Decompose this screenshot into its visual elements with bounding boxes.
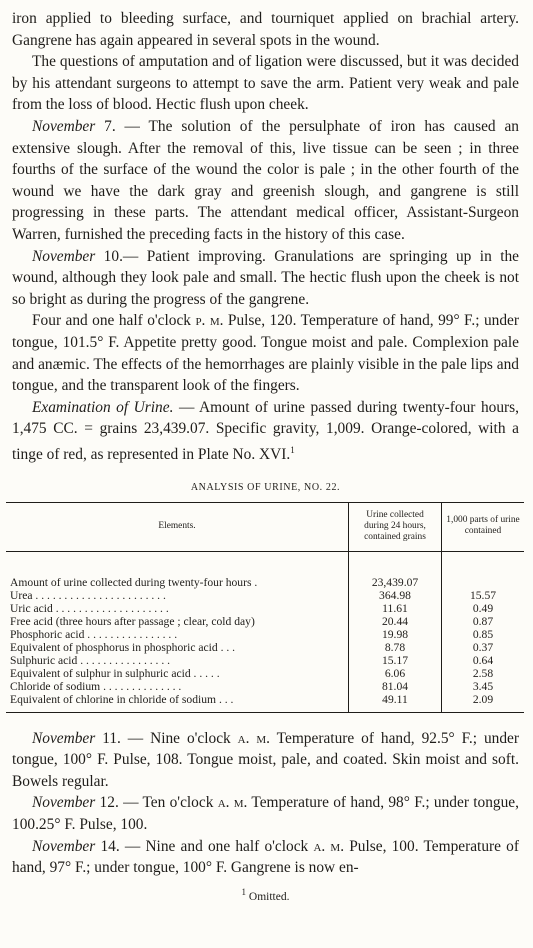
- row-parts: 0.64: [442, 654, 525, 667]
- row-parts: 15.57: [442, 589, 525, 602]
- row-parts: 0.49: [442, 602, 525, 615]
- paragraph-text: 10.— Patient improving. Granulations are springing up in the wound, although they look pale and small. The hectic flush upon the cheek is not so bright as during the progress of the gangrene.: [12, 247, 519, 308]
- row-grains: 81.04: [349, 680, 442, 693]
- paragraph-four-oclock: [12, 310, 519, 396]
- row-element: Equivalent of sulphur in sulphuric acid . . . . .: [10, 666, 220, 680]
- paragraph-amputation: The questions of amputation and of ligation were discussed, but it was decided by his attendant surgeons to attempt to save the arm. Patient very weak and pale from the loss of blood. Hectic flush upon cheek.: [12, 53, 519, 114]
- paragraph-examination: [12, 397, 519, 466]
- date-label: November: [32, 117, 96, 135]
- paragraph-text: Pulse, 120. Temperature of hand, 99° F.; under tongue, 101.5° F. Appetite pretty good. Tongue moist and pale. Complexion pale and anæmic. The effects of the hemorrhages are plainly visible in the pale lips and tongue, and the transparent look of the fingers.: [12, 312, 519, 395]
- table-row: [6, 628, 524, 641]
- date-label: November: [32, 247, 96, 265]
- row-element: Equivalent of chlorine in chloride of sodium . . .: [6, 693, 349, 713]
- footnote-text: Omitted.: [246, 890, 290, 903]
- date-label: November: [32, 729, 96, 747]
- table-header-row: [6, 502, 524, 551]
- date-label: November: [32, 794, 96, 812]
- row-element: Amount of urine collected during twenty-four hours .: [10, 575, 258, 589]
- row-grains: 11.61: [349, 602, 442, 615]
- table-row: [6, 667, 524, 680]
- row-grains: 6.06: [349, 667, 442, 680]
- paragraph-november-14: [12, 836, 519, 879]
- row-element: Chloride of sodium . . . . . . . . . . . . . .: [10, 679, 182, 693]
- footnote-reference: 1: [290, 444, 295, 455]
- table-row: [6, 654, 524, 667]
- table-row: [6, 589, 524, 602]
- time-abbrev: p. m.: [195, 312, 224, 330]
- row-grains: 364.98: [349, 589, 442, 602]
- row-parts: 2.58: [442, 667, 525, 680]
- row-element: Sulphuric acid . . . . . . . . . . . . . . . .: [10, 653, 171, 667]
- date-label: November: [32, 837, 96, 855]
- paragraph-text: Temperature of hand, 98° F.; under tongue, 100.25° F. Pulse, 100.: [12, 794, 519, 833]
- table-row: [6, 641, 524, 654]
- row-grains: 8.78: [349, 641, 442, 654]
- row-grains: 19.98: [349, 628, 442, 641]
- row-element: Free acid (three hours after passage ; clear, cold day): [10, 614, 255, 628]
- body-text-top: [12, 0, 519, 466]
- row-parts: 2.09: [442, 693, 525, 713]
- table-row: [6, 693, 524, 713]
- paragraph-text: 12. — Ten o'clock: [95, 794, 218, 812]
- row-grains: 20.44: [349, 615, 442, 628]
- paragraph-november-11: [12, 728, 519, 793]
- time-abbrev: a. m.: [237, 729, 271, 747]
- row-element: Urea . . . . . . . . . . . . . . . . . . . . . . .: [10, 588, 166, 602]
- paragraph-text: Pulse, 100. Temperature of hand, 97° F.; under tongue, 100° F. Gangrene is now en-: [12, 837, 519, 877]
- header-parts: 1,000 parts of urine contained: [442, 502, 525, 551]
- paragraph-november-12: [12, 792, 519, 835]
- footnote-mark: 1: [241, 886, 247, 897]
- header-elements: Elements.: [6, 502, 349, 551]
- footnote: [12, 887, 519, 903]
- row-element: Equivalent of phosphorus in phosphoric acid . . .: [10, 640, 236, 654]
- paragraph-november-7: [12, 116, 519, 246]
- paragraph-text: 7. — The solution of the persulphate of iron has caused an extensive slough. After the removal of this, live tissue can be seen ; in three fourths of the surface of the wound the color is pale ; in the other fourth of the wound we have the dark gray and greenish slough, and gangrene is still progressing in these parts. The attendant medical officer, Assistant-Surgeon Warren, furnished the preceding facts in the history of this case.: [12, 117, 519, 243]
- table-row: [6, 576, 524, 589]
- urine-analysis-table: [6, 502, 524, 713]
- table-title: ANALYSIS OF URINE, NO. 22.: [190, 481, 341, 493]
- paragraph-text: Temperature of hand, 92.5° F.; under tongue, 100° F. Pulse, 108. Tongue moist, pale, and coated. Skin moist and soft. Bowels regular.: [12, 729, 520, 790]
- row-parts: 3.45: [442, 680, 525, 693]
- body-text-bottom: [12, 728, 519, 879]
- section-heading: Examination of Urine.: [32, 398, 174, 416]
- table-row: [6, 680, 524, 693]
- time-abbrev: a. m.: [313, 837, 345, 855]
- paragraph-text: 14. — Nine and one half o'clock: [95, 837, 314, 855]
- row-parts: 0.85: [442, 628, 525, 641]
- paragraph-november-10: [12, 246, 519, 311]
- paragraph-text: 11. — Nine o'clock: [95, 729, 238, 747]
- paragraph-text: — Amount of urine passed during twenty-four hours, 1,475 CC. = grains 23,439.07. Specific gravity, 1,009. Orange-colored, with a tinge of red, as represented in Plate No. XVI.: [12, 398, 519, 463]
- row-element: Uric acid . . . . . . . . . . . . . . . . . . . .: [10, 601, 169, 615]
- paragraph-continuation: iron applied to bleeding surface, and tourniquet applied on brachial artery. Gangrene has again appeared in several spots in the wound.: [12, 10, 519, 49]
- time-abbrev: a. m.: [217, 794, 248, 812]
- table-row: [6, 602, 524, 615]
- row-grains: 49.11: [349, 693, 442, 713]
- table-row: [6, 615, 524, 628]
- row-parts: 0.37: [442, 641, 525, 654]
- row-grains: 15.17: [349, 654, 442, 667]
- paragraph-text: Four and one half o'clock: [32, 312, 196, 330]
- row-element: Phosphoric acid . . . . . . . . . . . . . . . .: [10, 627, 178, 641]
- row-parts: 0.87: [442, 615, 525, 628]
- table-spacer-row: [6, 551, 524, 576]
- row-grains: 23,439.07: [349, 576, 442, 589]
- header-grains: Urine collected during 24 hours, contained grains: [349, 502, 442, 551]
- row-parts: [442, 576, 525, 589]
